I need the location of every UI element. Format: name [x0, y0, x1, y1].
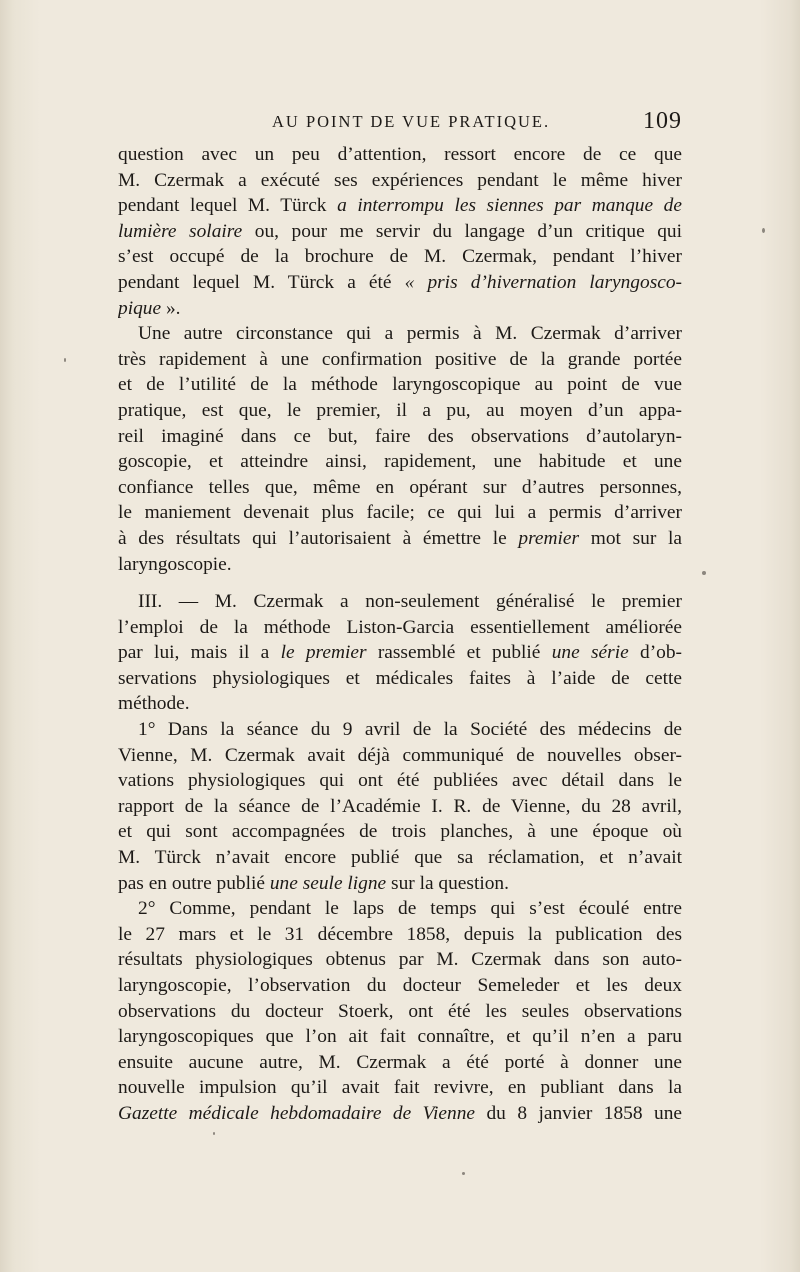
running-head: AU POINT DE VUE PRATIQUE.: [272, 112, 551, 131]
text-line: ensuite aucune autre, M. Czermak a été porté à donner une: [118, 1051, 682, 1073]
section-gap: [118, 577, 682, 589]
text-line: reil imaginé dans ce but, faire des observations d’autolaryn-: [118, 425, 682, 447]
text-line: pratique, est que, le premier, il a pu, au moyen d’un appa-: [118, 399, 682, 421]
ink-speck: [462, 1172, 465, 1175]
page-header: [118, 108, 682, 138]
text-line: pendant lequel M. Türck a interrompu les siennes par manque de: [118, 195, 682, 217]
text-line: et de l’utilité de la méthode laryngoscopique au point de vue: [118, 374, 682, 396]
page-number: 109: [643, 108, 682, 134]
text-line: le maniement devenait plus facile; ce qui lui a permis d’arriver: [118, 502, 682, 524]
text-line: le 27 mars et le 31 décembre 1858, depuis la publication des: [118, 923, 682, 945]
text-line: 2° Comme, pendant le laps de temps qui s’est écoulé entre: [138, 898, 682, 920]
text-line: M. Türck n’avait encore publié que sa réclamation, et n’avait: [118, 847, 682, 869]
text-line: III. — M. Czermak a non-seulement généralisé le premier: [138, 591, 682, 613]
paragraph-5: [118, 896, 682, 1126]
text-line: vations physiologiques qui ont été publiées avec détail dans le: [118, 770, 682, 792]
paragraph-3: [118, 589, 682, 717]
ink-speck: [702, 571, 706, 575]
text-line: laryngoscopie, l’observation du docteur Semeleder et les deux: [118, 975, 682, 996]
text-line: nouvelle impulsion qu’il avait fait revivre, en publiant dans la: [118, 1077, 682, 1099]
text-line: confiance telles que, même en opérant sur d’autres personnes,: [118, 476, 682, 498]
text-line: à des résultats qui l’autorisaient à émettre le premier mot sur la: [118, 527, 682, 549]
text-line: Vienne, M. Czermak avait déjà communiqué de nouvelles obser-: [118, 744, 682, 766]
ink-speck: [762, 228, 765, 233]
text-line: très rapidement à une confirmation positive de la grande portée: [118, 348, 682, 370]
text-line: servations physiologiques et médicales faites à l’aide de cette: [118, 667, 682, 689]
paragraph-4: [118, 717, 682, 896]
text-line: 1° Dans la séance du 9 avril de la Société des médecins de: [138, 719, 682, 741]
text-line: lumière solaire ou, pour me servir du langage d’un critique qui: [118, 220, 682, 242]
text-line: pique ».: [118, 297, 181, 319]
text-line: observations du docteur Stoerk, ont été les seules observations: [118, 1000, 682, 1022]
text-line: Une autre circonstance qui a permis à M. Czermak d’arriver: [138, 323, 682, 345]
text-line: résultats physiologiques obtenus par M. Czermak dans son auto-: [118, 949, 682, 971]
paragraph-1: [118, 142, 682, 321]
ink-speck: [213, 1132, 215, 1135]
text-line: rapport de la séance de l’Académie I. R. de Vienne, du 28 avril,: [118, 795, 682, 817]
text-line: question avec un peu d’attention, ressort encore de ce que: [118, 144, 682, 165]
page-body: [118, 142, 682, 1127]
text-line: s’est occupé de la brochure de M. Czermak, pendant l’hiver: [118, 246, 682, 268]
text-line: laryngoscopie.: [118, 553, 232, 575]
text-line: l’emploi de la méthode Liston-Garcia essentiellement améliorée: [118, 616, 682, 638]
text-line: et qui sont accompagnées de trois planches, à une époque où: [118, 821, 682, 843]
text-line: laryngoscopiques que l’on ait fait connaître, et qu’il n’en a paru: [118, 1026, 682, 1048]
text-line: goscopie, et atteindre ainsi, rapidement, une habitude et une: [118, 451, 682, 473]
ink-speck: [64, 358, 66, 362]
text-line: pendant lequel M. Türck a été « pris d’hivernation laryngosco-: [118, 271, 682, 293]
text-line: par lui, mais il a le premier rassemblé et publié une série d’ob-: [118, 642, 682, 664]
text-line: pas en outre publié une seule ligne sur la question.: [118, 872, 509, 894]
text-line: Gazette médicale hebdomadaire de Vienne du 8 janvier 1858 une: [118, 1102, 682, 1124]
text-line: méthode.: [118, 693, 190, 715]
paragraph-2: [118, 321, 682, 577]
text-line: M. Czermak a exécuté ses expériences pendant le même hiver: [118, 169, 682, 191]
